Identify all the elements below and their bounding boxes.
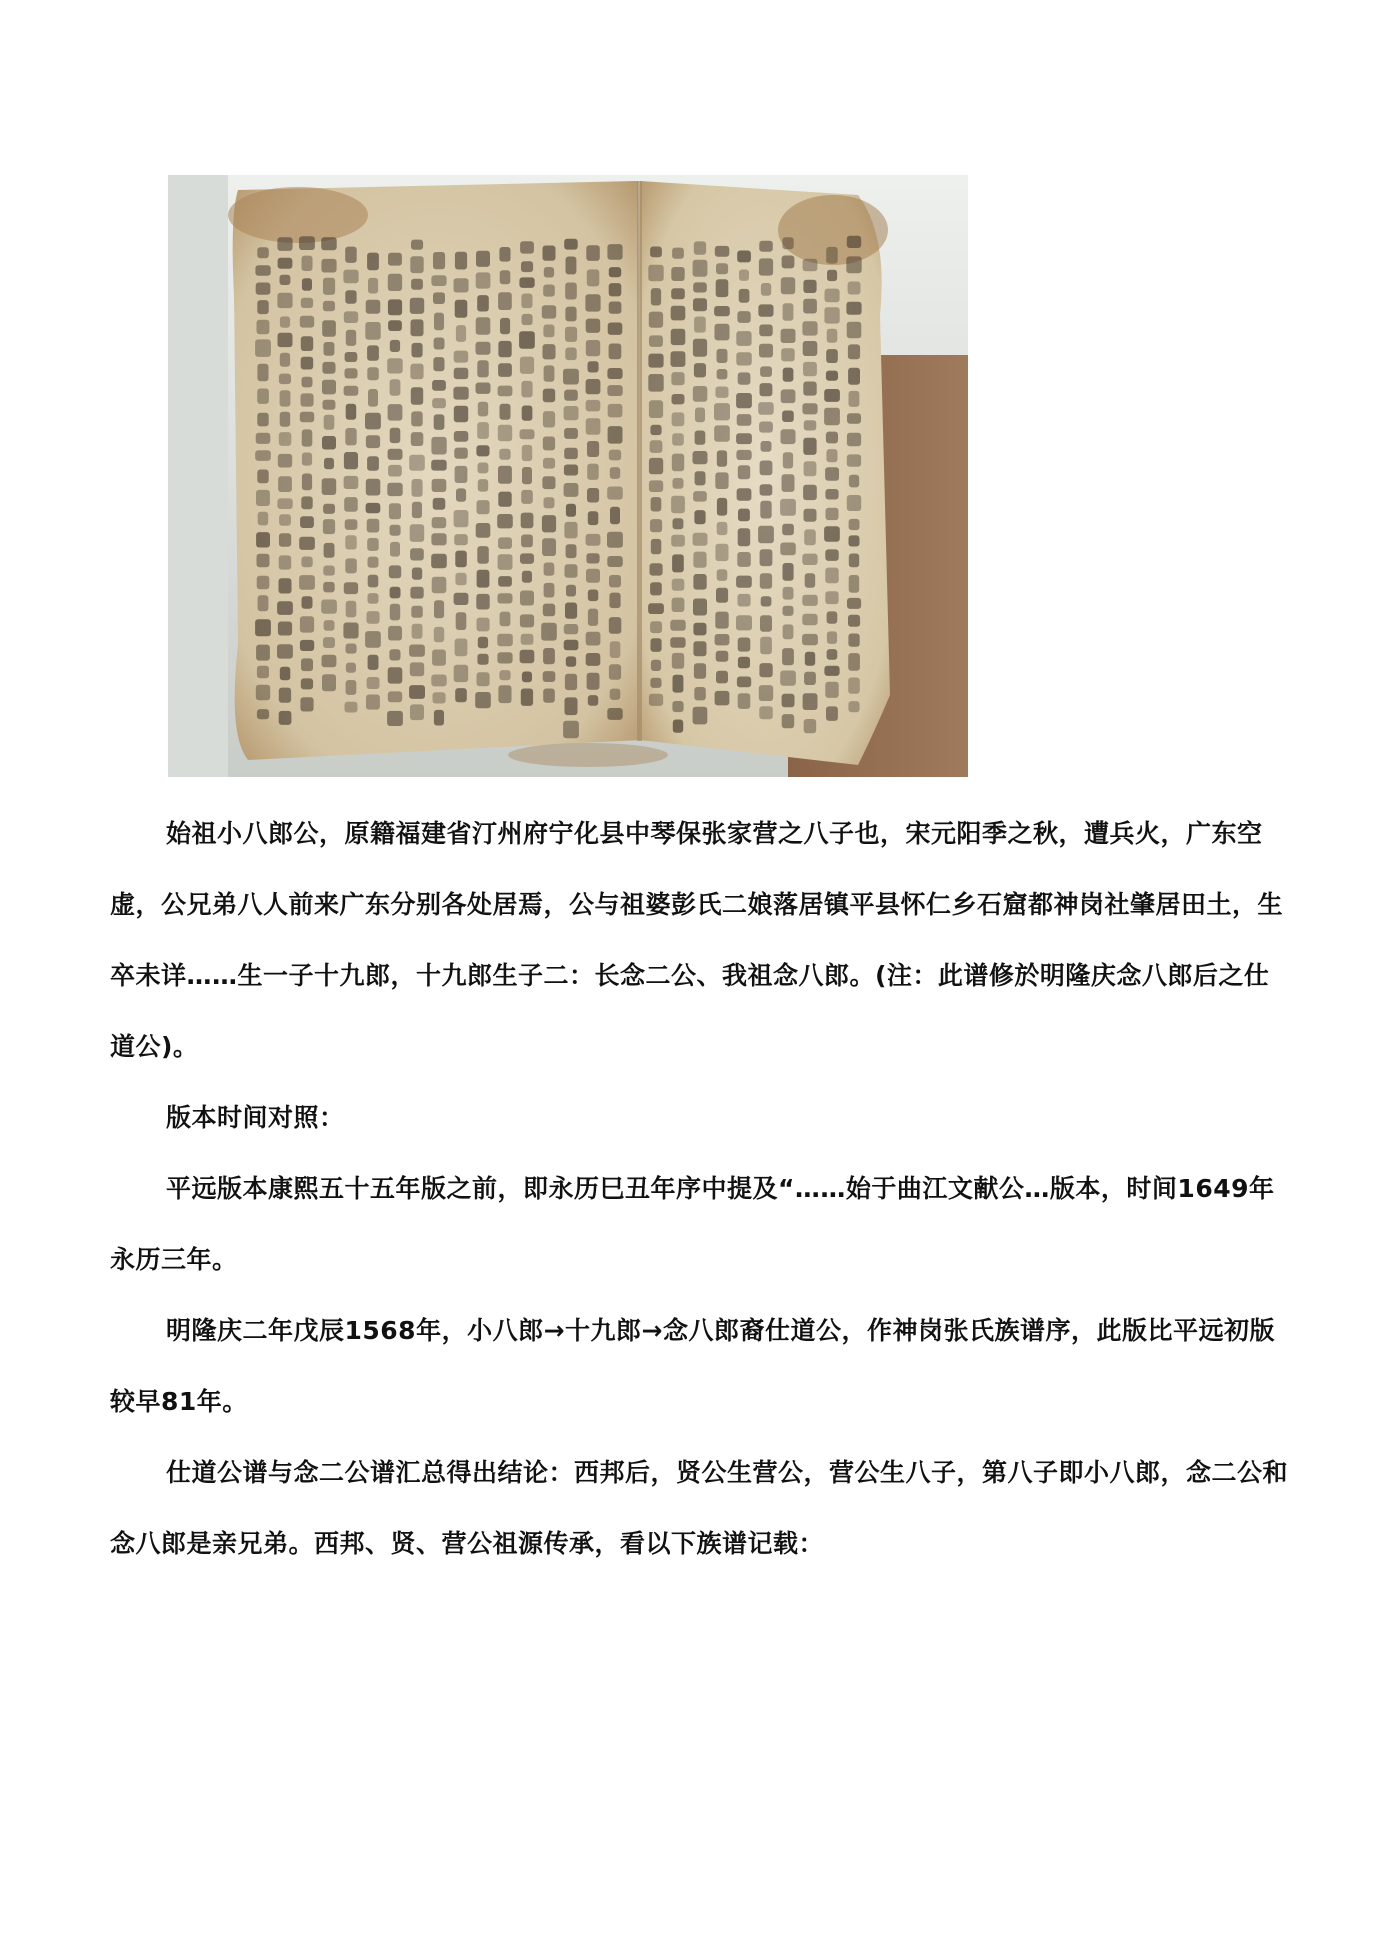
genealogy-manuscript-photo: [168, 175, 968, 777]
document-body: [110, 798, 1290, 1579]
paragraph-longqing-version: 明隆庆二年戊辰1568年，小八郎→十九郎→念八郎裔仕道公，作神岗张氏族谱序，此版比平远初版较早81年。: [110, 1316, 1275, 1416]
manuscript-image: [168, 175, 968, 777]
paragraph-version-heading: 版本时间对照：: [166, 1103, 345, 1132]
paragraph-conclusion: 仕道公谱与念二公谱汇总得出结论：西邦后，贤公生营公，营公生八子，第八子即小八郎，念二公和念八郎是亲兄弟。西邦、贤、营公祖源传承，看以下族谱记载：: [110, 1458, 1289, 1558]
paragraph-ancestor: 始祖小八郎公，原籍福建省汀州府宁化县中琴保张家营之八子也，宋元阳季之秋，遭兵火，广东空虚，公兄弟八人前来广东分别各处居焉，公与祖婆彭氏二娘落居镇平县怀仁乡石窟都神岗社肇居田土，生卒未详……生一子十九郎，十九郎生子二：长念二公、我祖念八郎。(注：此谱修於明隆庆念八郎后之仕道公)。: [110, 819, 1284, 1061]
paragraph-pingyuan-version: 平远版本康熙五十五年版之前，即永历巳丑年序中提及“……始于曲江文献公…版本，时间1649年永历三年。: [110, 1174, 1275, 1274]
